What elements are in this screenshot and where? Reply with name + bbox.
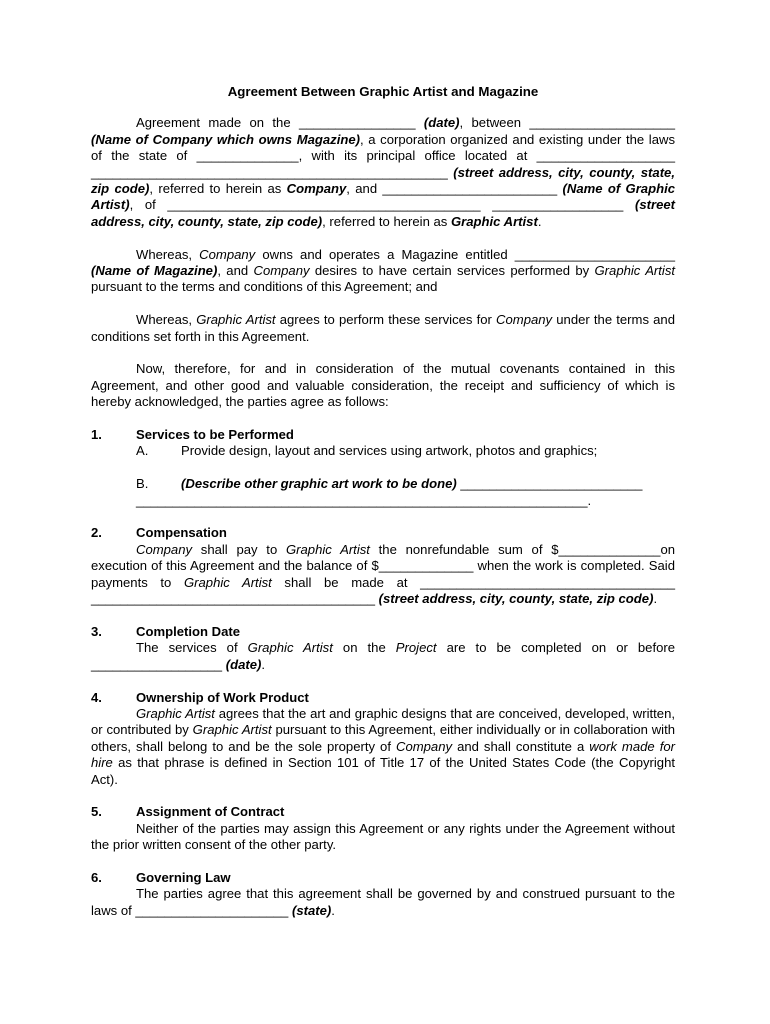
section-governing-law [91,870,675,919]
whereas-paragraph-2 [91,312,675,345]
item-letter: B. [136,476,149,492]
date-label: (date) [225,656,262,672]
section-number: 1. [91,427,102,443]
section-ownership [91,690,675,788]
street-address-label: (street address, city, county, state, zip code) [91,164,675,197]
section-compensation [91,525,675,607]
artist-term: Graphic Artist [247,640,333,656]
company-name-label: (Name of Company which owns Magazine) [91,131,360,147]
other-work-label: (Describe other graphic art work to be done) [181,476,457,492]
whereas1-text-b: owns and operates a Magazine entitled ______________________ [255,246,675,262]
section-heading: Ownership of Work Product [136,689,309,705]
item-text: Provide design, layout and services using artwork, photos and graphics; [181,443,598,459]
whereas1-artist: Graphic Artist [594,263,676,279]
artist-term: Graphic Artist [450,213,538,229]
service-item-b-continued [91,493,675,509]
section-number: 5. [91,804,102,820]
company-term: Company [286,181,347,197]
section-number: 2. [91,525,102,541]
intro-text-4: , referred to herein as [149,181,287,197]
whereas1-text-e: pursuant to the terms and conditions of this Agreement; and [91,279,438,295]
whereas1-company: Company [199,246,256,262]
service-item-b [91,476,675,492]
whereas2-artist: Graphic Artist [196,312,276,328]
street-address-label: (street address, city, county, state, zip code) [378,591,654,607]
intro-text-1: Agreement made on the ________________ [136,115,424,131]
body-text: The parties agree that this agreement shall be governed by and construed pursuant to the laws of _____________________ [91,886,675,918]
intro-text-7: , referred to herein as [322,213,451,229]
document-title: Agreement Between Graphic Artist and Magazine [227,84,539,99]
intro-text-5: , and ________________________ [346,181,558,197]
section-body [91,640,675,673]
body-text: shall be made at ___________________________________ _______________________________________ [91,574,676,607]
body-text: agrees that the art and graphic designs that are conceived, developed, written, or contributed by [91,705,675,738]
section-completion-date [91,624,675,673]
street-address-label-2: (street address, city, county, state, zip code) [91,197,675,229]
section-services [91,427,675,509]
section-assignment [91,804,675,853]
whereas2-text-b: agrees to perform these services for [275,312,497,328]
body-text: The services of [136,640,248,656]
artist-term: Graphic Artist [183,574,272,590]
project-term: Project [395,640,437,656]
whereas2-text-a: Whereas, [136,312,197,328]
company-term: Company [396,738,453,754]
whereas1-text-d: desires to have certain services performed by [309,263,595,279]
agreement-document [91,84,675,919]
section-heading: Completion Date [136,623,241,639]
section-heading: Governing Law [136,869,231,885]
magazine-name-label: (Name of Magazine) [91,263,218,279]
section-number: 4. [91,689,102,705]
now-therefore-paragraph: Now, therefore, for and in consideration of the mutual covenants contained in this Agreement, and other good and valuable consideration, the receipt and sufficiency of which is hereby acknowledged, the parties agree as follows: [91,361,675,410]
period: . [261,656,266,672]
section-body [91,542,675,608]
body-text: and shall constitute a [452,738,590,754]
artist-term: Graphic Artist [136,705,215,721]
body-text: shall pay to [192,541,286,557]
intro-paragraph [91,115,675,230]
intro-period: . [537,213,542,229]
body-text: the nonrefundable sum of $______________on execution of this Agreement and the balance of $_____________ when the work is completed. Said payments to [91,541,676,590]
section-heading: Services to be Performed [136,427,294,443]
intro-text-2: , between ____________________ [459,115,676,131]
whereas2-company: Company [496,312,553,328]
section-heading: Assignment of Contract [136,804,285,820]
intro-text-6: , of ___________________________________________ __________________ [129,197,635,213]
company-term: Company [136,541,193,557]
period: . [653,591,658,607]
blank-line: ______________________________________________________________. [136,492,592,508]
date-label: (date) [423,115,460,131]
section-body [91,886,675,919]
artist-term: Graphic Artist [192,722,272,738]
whereas1-text-a: Whereas, [136,246,200,262]
item-letter: A. [136,443,149,459]
section-body: Neither of the parties may assign this Agreement or any rights under the Agreement without the prior written consent of the other party. [91,820,675,853]
whereas1-company-2: Company [253,263,310,279]
period: . [331,902,335,918]
artist-name-label: (Name of Graphic Artist) [91,181,676,213]
whereas1-text-c: , and [217,263,254,279]
section-body [91,706,675,788]
whereas2-text-c: under the terms and conditions set forth in this Agreement. [91,312,675,344]
section-number: 6. [91,869,102,885]
section-heading: Compensation [136,525,227,541]
section-number: 3. [91,623,102,639]
work-for-hire-term: work made for hire [91,738,675,771]
intro-text-3: , a corporation organized and existing under the laws of the state of ______________, with its principal office located at ___________________ _________________________________________________ [91,131,676,180]
body-text: pursuant to this Agreement, either individually or in collaboration with others, shall belong to and be the sole property of [91,722,675,754]
artist-term: Graphic Artist [285,541,370,557]
service-item-a [91,443,675,459]
state-label: (state) [291,902,332,918]
body-text: are to be completed on or before __________________ [91,640,676,672]
blank-line: _________________________ [456,476,643,492]
body-text: as that phrase is defined in Section 101 of Title 17 of the United States Code (the Copyright Act). [91,755,675,787]
whereas-paragraph-1 [91,247,675,296]
body-text: on the [332,640,396,656]
